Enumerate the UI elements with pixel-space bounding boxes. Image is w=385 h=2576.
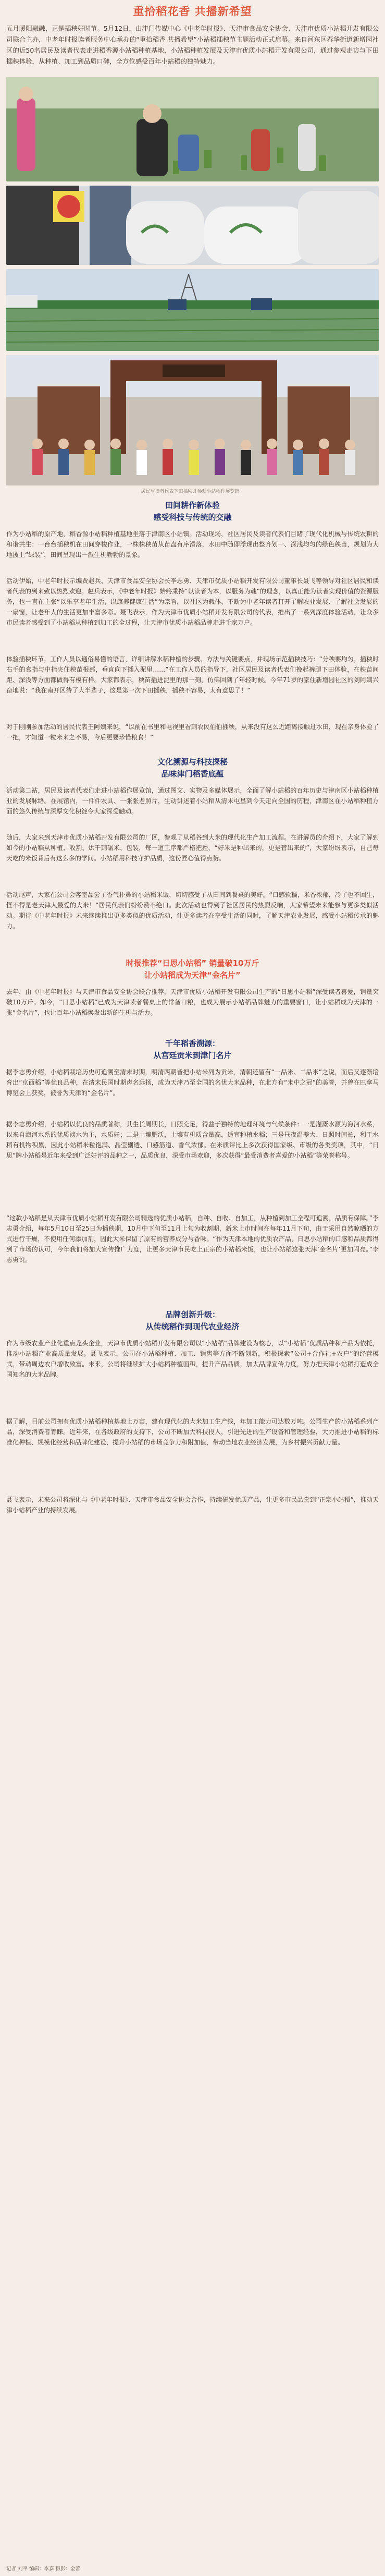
section5-paragraph-1: 作为市级农业产业化重点龙头企业，天津市优质小站稻开发有限公司以“小站稻”品牌建设为核心，以“小站稻”优质品种和产品为依托，推动小站稻产业高质量发展。聂飞表示，公司在小站稻种植、加工、销售等方面不断创新，积极探索“公司+合作社+农户”的经营模式，带动周边农户增收致富。未来，公司将继续扩大小站稻种植面积，提升产品品质，加大品牌宣传力度，努力把天津小站稻打造成全国知名的大米品牌。 <box>6 1340 379 1378</box>
section5-paragraph-3: 聂飞表示，未来公司将深化与《中老年时报》、天津市食品安全协会合作，持续研发优质产品，让更多市民品尝到“正宗小站稻”，推动天津小站稻产业的持续发展。 <box>6 1496 379 1514</box>
photo-caption: 居民与读者代表下田插秧并参观小站稻作展览馆。 <box>141 489 244 494</box>
section4-heading-line2: 从宫廷贡米到津门名片 <box>153 1051 232 1060</box>
section3-heading-line2: 让小站稻成为天津“金名片” <box>144 970 241 980</box>
section5-paragraph-2: 据了解，目前公司拥有优质小站稻种植基地上万亩，建有现代化的大米加工生产线，年加工能力可达数万吨。公司生产的小站稻系列产品，深受消费者青睐。近年来，在各级政府的支持下，公司不断加大科技投入，引进先进的生产设备和管理经验，大力推进小站稻的标准化种植、规模化经营和品牌化建设，提升小站稻的市场竞争力和附加值，带动当地农业经济发展，为乡村振兴贡献力量。 <box>6 1418 379 1446</box>
section1-heading-line2: 感受科技与传统的交融 <box>153 513 232 522</box>
photo-rice-bags <box>6 186 379 265</box>
photo-planting-seedlings <box>6 77 379 181</box>
section3-paragraph-1: 去年，由《中老年时报》与天津市食品安全协会联合推荐，天津市优质小站稻开发有限公司生产的“日思小站稻”深受读者喜爱，销量突破10万斤。如今，“日思小站稻”已成为天津读者餐桌上的常备口粮，也成为展示小站稻品牌魅力的重要窗口，让小站稻成为天津的一张“金名片”，也让百年小站稻焕发出新的生机与活力。 <box>6 988 379 1016</box>
photo-group-at-gate <box>6 355 379 485</box>
section2-paragraph-2: 随后，大家来到天津市优质小站稻开发有限公司的厂区，参观了从稻谷到大米的现代化生产加工流程。在讲解员的介绍下，大家了解到如今的小站稻从种植、收割、烘干到碾米、包装，每一道工序都严格把控，“好米是种出来的，更是管出来的”，大家纷纷表示，自己每天吃的米饭背后有这么多的学问。小站稻用科技守护品质，这份匠心值得点赞。 <box>6 834 379 862</box>
section4-heading-line1: 千年稻香溯源： <box>165 1039 220 1048</box>
section5-heading-line2: 从传统稻作到现代农业经济 <box>145 1322 240 1331</box>
section2-paragraph-1: 活动第二站，居民及读者代表们走进小站稻作展览馆，通过图文、实物及多媒体展示，全面了解小站稻的百年历史与津南区小站稻种植业的发展脉络。在展馆内，一件件农具、一张张老照片，生动讲述着小站稻从清末屯垦到今天走向全国的历程，津南区在小站稻种植方面的悠久传统与深厚文化积淀令大家深受触动。 <box>6 787 379 815</box>
section1-heading-line1: 田间耕作新体验 <box>165 501 220 510</box>
section4-paragraph-2: 据李志勇介绍，小站稻以优良的品质著称，其生长周期长，日照充足，得益于独特的地理环境与气候条件：一是灌溉水源为海河水系，以来自海河水系的优质淡水为主，水质好；二是土壤肥沃，土壤有机质含量高，适宜种植水稻；三是昼夜温差大、日照时间长，利于水稻有机物积累，因此小站稻米粒饱满、晶莹剔透、口感筋道、香气浓郁。在米质评比上多次获得国家级、市级的各类奖项，其中，“日思”牌小站稻是近年来受到广泛好评的品种之一，品质优良，深受市场欢迎，多次获得“最受消费者喜爱的小站稻”等荣誉称号。 <box>6 1121 379 1159</box>
section3-heading-line1: 时报推荐“日思小站稻” 销量破10万斤 <box>126 958 259 968</box>
article-title: 重拾稻花香 共播新希望 <box>133 5 252 18</box>
section1-paragraph-3: 体验插秧环节，工作人员以通俗易懂的语言，详细讲解水稻种植的步骤、方法与关键要点，并现场示范插秧技巧：“分秧要均匀，插秧时右手的食指与中指夹住秧苗根部，垂直向下插入泥里……”在工作人员的指导下，社区居民及读者代表们挽起裤腿下田体验，在秧苗间距、深浅等方面都做得有模有样。大家都表示，秧苗插进泥里的那一刻，仿佛回到了年轻时候。今年71岁的家住新增园社区的刘阿姨兴奋地说：“我在南开区待了大半辈子，这是第一次下田插秧，插秧不容易，太有意思了！” <box>6 655 379 694</box>
photo-transplanter-field <box>6 269 379 351</box>
section1-paragraph-4: 对于刚刚参加活动的居民代表王阿姨来说，“以前在书里和电视里看到农民伯伯插秧，从来没有这么近距离接触过水田，现在亲身体验了一把，才知道一粒米来之不易，今后更要珍惜粮食！” <box>6 723 379 741</box>
section5-heading-line1: 品牌创新升级： <box>165 1310 220 1319</box>
section1-paragraph-1: 作为小站稻的原产地，稻香源小站稻种植基地坐落于津南区小站镇。活动现场，社区居民及读者代表们目睹了现代化机械与传统农耕的和谐共生：一台台插秧机在田间穿梭作业，一株株秧苗从苗盘有序滑落，水田中随即浮现出整齐划一、深浅均匀的绿色秧苗，规划为大地披上“绿装”，田间呈现出一派生机勃勃的景象。 <box>6 530 379 558</box>
footer-credit: 记者 刘平 编辑：李嘉 摄影：金蕾 <box>6 2566 81 2572</box>
section2-paragraph-3: 活动尾声，大家在公司会客室品尝了香气扑鼻的小站稻米饭，切切感受了从田间到餐桌的美好。“口感软糯，米香浓郁，冷了也不回生，怪不得是老天津人最爱的大米！”居民代表们纷纷赞不绝口。此次活动也得到了社区居民的热烈反响，大家希望未来能参与更多类似活动。期待《中老年时报》未来继续推出更多类似的优质活动，让更多读者在享受生活的同时，了解天津农业发展，感受小站稻传承的魅力。 <box>6 891 379 930</box>
section4-paragraph-3: “这款小站稻是从天津市优质小站稻开发有限公司精选的优质小站稻，自种、自收、自加工，从种植到加工全程可追溯，品质有保障。”李志勇介绍，每年5月10日至25日为插秧期，10月中下旬至11月上旬为收割期，新米上市时间在每年11月下旬，由于采用自然晾晒的方式进行干燥，不使用任何添加剂，因此大米保留了原有的营养成分与香味。“作为天津本地的优质农产品，日思小站稻的口感和品质都得到了市场的认可，今年我们将加大宣传推广力度，让更多天津市民吃上正宗的小站稻米饭，也让小站稻这张天津‘金名片’更加闪亮。”李志勇说。 <box>6 1214 379 1263</box>
intro-paragraph: 五月暖阳融融，正是插秧好时节。5月12日，由津门传媒中心《中老年时报》、天津市食品安全协会、天津市优质小站稻开发有限公司联合主办，中老年时报读者服务中心承办的“重拾稻香 共播希望”小站稻插秧节主题活动正式启幕。来自河东区春华街道新增园社区的近50名居民及读者代表走进稻香源小站稻种植基地，小站稻种植发展及天津市优质小站稻开发有限公司，通过参观走访与下田插秧体验，从种植、加工到品质口碑，全方位感受百年小站稻的独特魅力。 <box>6 25 379 65</box>
section4-paragraph-1: 据李志勇介绍，小站稻栽培历史可追溯至清末时期，明清两朝皆把小站米列为贡米，清朝还留有“一品米、二品米”之说，而后又逐渐培育出“京西稻”等优良品种，在清末民国时期声名远扬，成为天津乃至全国的名优大米品种，在北方有“米中之冠”的美誉，并曾在巴拿马博览会上获奖，被誉为天津的“金名片”。 <box>6 1068 379 1097</box>
section2-heading-line1: 文化溯源与科技探秘 <box>157 757 228 767</box>
section1-paragraph-2: 活动伊始，中老年时报示编贾赵兵、天津市食品安全协会长李志勇、天津市优质小站稻开发有限公司董事长聂飞等领导对社区居民和读者代表的到来致以热烈欢迎。赵兵表示，《中老年时报》始终秉持“以读者为本，以服务为魂”的理念，以真正能为读者实现价值的资源服务，也一直在主张“以乐享老年生活，以康养健康生活”为宗旨，以社区为载体，不断为中老年读者打开了解农业发展、了解社会发展的一扇窗，让老年人的生活更加丰富多彩。聂飞表示，作为天津市优质小站稻开发有限公司的代表，推出了一系列深度体验活动，让众多市民读者感受到了小站稻从种植到加工的全过程，让天津市优质小站稻品牌走进千家万户。 <box>6 577 379 626</box>
section2-heading-line2: 品味津门稻香底蕴 <box>161 769 224 779</box>
